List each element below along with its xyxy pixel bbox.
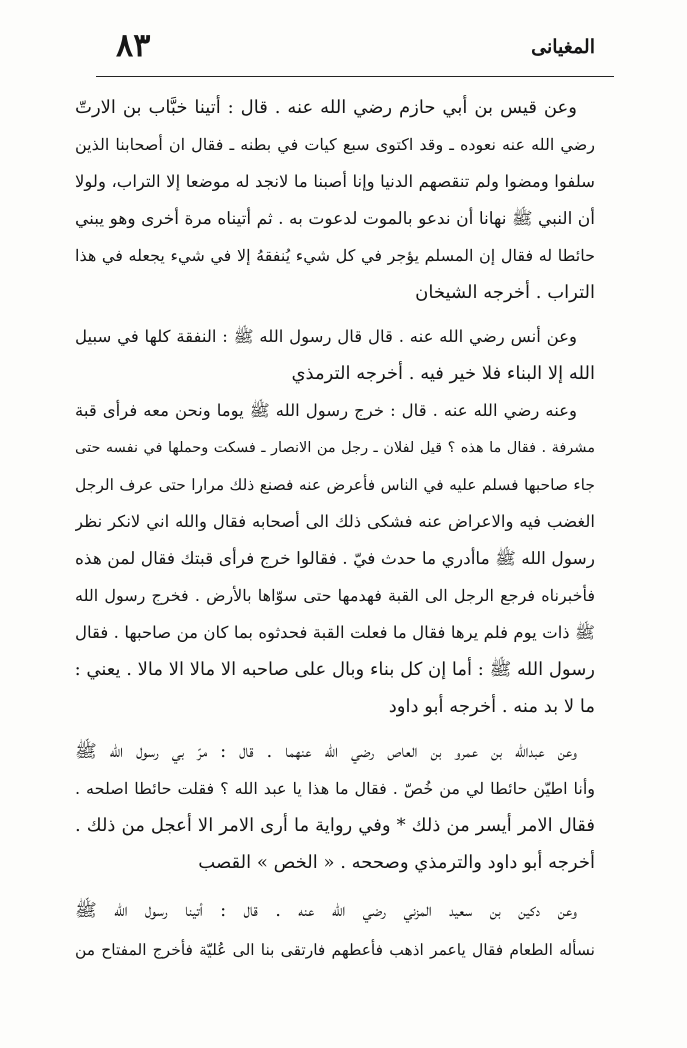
- running-title: المغيانى: [531, 36, 595, 58]
- text-line: الله إلا البناء فلا خير فيه . أخرجه الترمذي: [291, 363, 595, 384]
- text-line: وعنه رضي الله عنه . قال : خرج رسول الله ﷺ يوما ونحن معه فرأى قبة: [75, 401, 577, 420]
- text-line: رضي الله عنه نعوده ـ وقد اكتوى سبع كيات في بطنه ـ فقال ان أصحابنا الذين: [75, 135, 595, 154]
- text-line: التراب . أخرجه الشيخان: [415, 282, 595, 303]
- text-line: فقال الامر أيسر من ذلك * وفي رواية ما أرى الامر الا أعجل من ذلك .: [75, 815, 595, 836]
- text-line: أن النبي ﷺ نهانا أن ندعو بالموت لدعوت به . ثم أتيناه مرة أخرى وهو يبني: [75, 209, 595, 229]
- text-line: فأخبرناه فرجع الرجل الى القبة فهدمها حتى سوّاها بالأرض . فخرج رسول الله: [75, 586, 595, 605]
- page-number: ٨٣: [116, 26, 151, 64]
- text-line: وعن قيس بن أبي حازم رضي الله عنه . قال : أتينا خبَّاب بن الارتّ: [75, 97, 577, 118]
- text-line: نسأله الطعام فقال ياعمر اذهب فأعطهم فارتقى بنا الى عُليّة فأخرج المفتاح من: [75, 941, 595, 959]
- text-line: جاء صاحبها فسلم عليه في الناس فأعرض عنه فصنع ذلك مرارا حتى عرف الرجل: [75, 476, 595, 494]
- text-line: حائطا له فقال إن المسلم يؤجر في كل شيء يُنفقهُ إلا في شيء يجعله في هذا: [75, 246, 595, 265]
- text-line: وأنا اطيّن حائطا لي من خُصّ . فقال ما هذا يا عبد الله ؟ فقلت حائطا اصلحه .: [75, 779, 595, 798]
- text-line: رسول الله ﷺ : أما إن كل بناء وبال على صاحبه الا مالا الا مالا . يعني :: [75, 659, 595, 680]
- text-line: رسول الله ﷺ ماأدري ما حدث فيّ . فقالوا خرج فرأى قبتك فقال لمن هذه: [75, 549, 595, 569]
- text-line: الغضب فيه والاعراض عنه فشكى ذلك الى أصحابه فقال والله اني لانكر نظر: [75, 512, 595, 531]
- text-line: وعن أنس رضي الله عنه . قال قال رسول الله ﷺ : النفقة كلها في سبيل: [75, 327, 577, 346]
- text-line: وعن دكين بن سعيد المزني رضي الله عنه . قال : أتينا رسول الله ﷺ: [75, 900, 577, 921]
- text-line: مشرفة . فقال ما هذه ؟ قيل لفلان ـ رجل من الانصار ـ فسكت وحملها في نفسه حتى: [75, 440, 595, 456]
- header-divider: [96, 76, 614, 77]
- text-line: وعن عبدالله بن عمرو بن العاص رضي الله عنهما . قال : مرّ بي رسول الله ﷺ: [75, 741, 577, 762]
- text-line: سلفوا ومضوا ولم تنقصهم الدنيا وإنا أصبنا ما لانجد له موضعا إلا التراب، ولولا: [75, 172, 595, 191]
- text-line: أخرجه أبو داود والترمذي وصححه . « الخص » القصب: [198, 852, 595, 873]
- text-line: ما لا بد منه . أخرجه أبو داود: [388, 696, 595, 717]
- text-line: ﷺ ذات يوم فلم يرها فقال ما فعلت القبة فحدثوه بما كان من صاحبها . فقال: [75, 623, 595, 642]
